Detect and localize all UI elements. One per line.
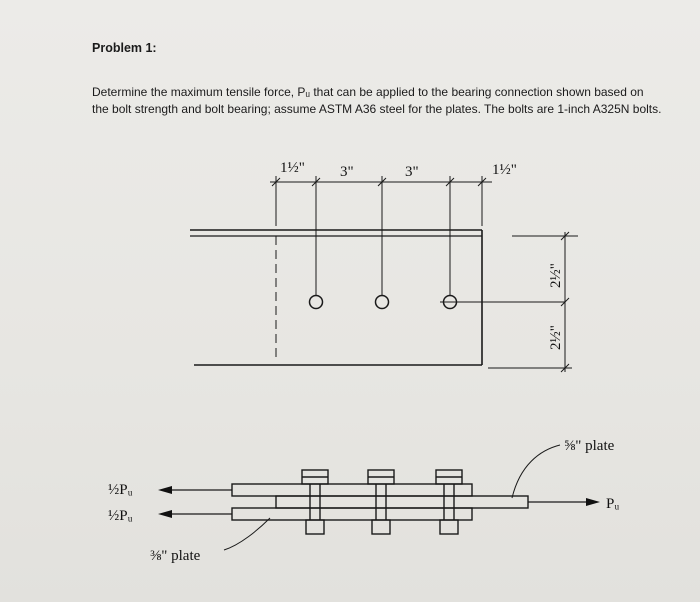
leader-splice-plate xyxy=(224,518,270,550)
splice-plate-top xyxy=(232,484,472,496)
dim-side-top: 2½" xyxy=(548,263,564,288)
bolt-section-1 xyxy=(302,470,328,534)
dim-edge-right: 1½" xyxy=(492,162,517,178)
dim-pitch-1: 3" xyxy=(340,164,354,180)
arrow-left-bottom xyxy=(158,510,172,518)
force-right-label: Pᵤ xyxy=(606,496,620,512)
problem-title: Problem 1: xyxy=(92,41,157,55)
bolt-hole-1 xyxy=(310,296,323,309)
dim-edge-left: 1½" xyxy=(280,160,305,176)
bolt-section-3 xyxy=(436,470,462,534)
main-plate-label: ⅝" plate xyxy=(564,438,615,454)
main-plate xyxy=(276,496,528,508)
splice-plate-bottom xyxy=(232,508,472,520)
bolt-hole-2 xyxy=(376,296,389,309)
splice-plate-label: ⅜" plate xyxy=(150,548,201,564)
dim-side-bottom: 2½" xyxy=(548,325,564,350)
force-half-bottom-label: ½Pᵤ xyxy=(108,508,133,524)
force-half-top-label: ½Pᵤ xyxy=(108,482,133,498)
problem-statement: Determine the maximum tensile force, Pᵤ that can be applied to the bearing connection shown based on the bolt strength and bolt bearing; assume ASTM A36 steel for the plates. The bolts are 1-inch A325N bolts. xyxy=(92,85,662,116)
dim-pitch-2: 3" xyxy=(405,164,419,180)
arrow-left-top xyxy=(158,486,172,494)
arrow-right xyxy=(586,498,600,506)
bolt-section-2 xyxy=(368,470,394,534)
leader-main-plate xyxy=(512,445,560,498)
